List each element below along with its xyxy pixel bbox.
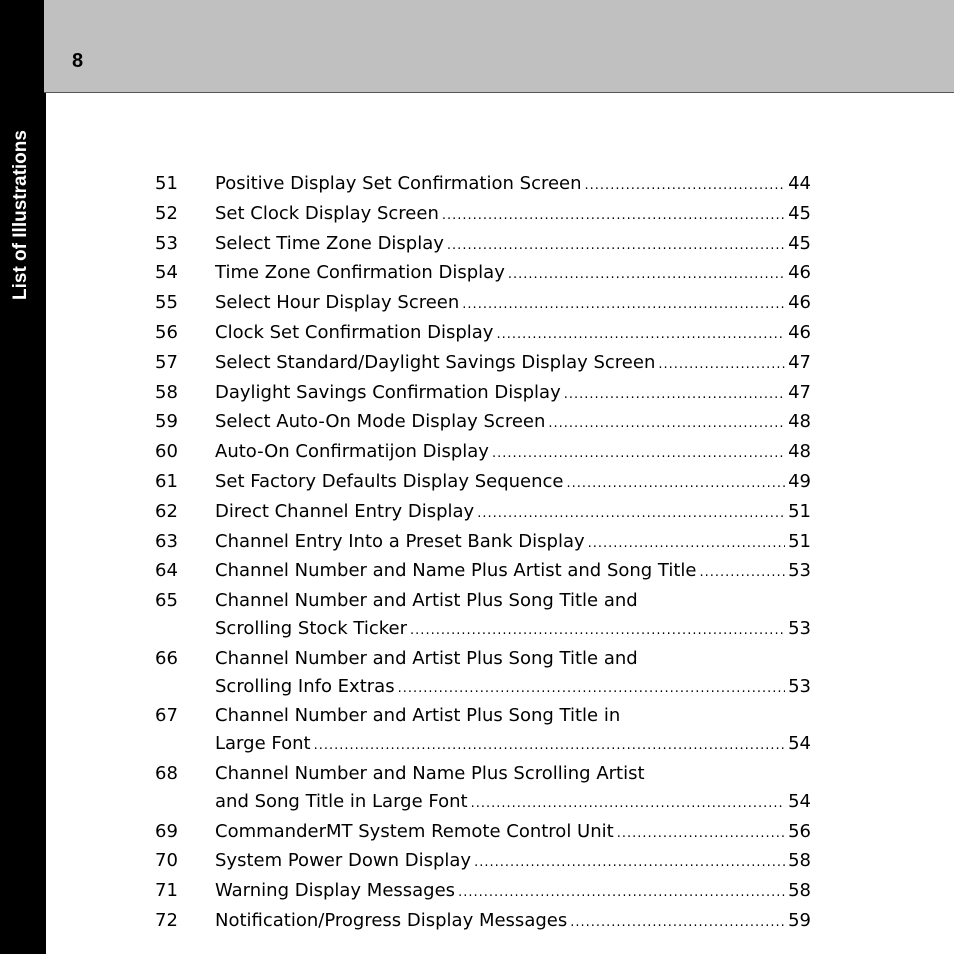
figure-title: Channel Entry Into a Preset Bank Display	[215, 530, 585, 552]
page-reference: 46	[788, 321, 811, 343]
figure-title: Channel Number and Artist Plus Song Title in	[215, 705, 621, 727]
figure-number: 53	[155, 232, 178, 254]
figure-number: 56	[155, 321, 178, 343]
page-reference: 47	[788, 381, 811, 403]
page-reference: 58	[788, 880, 811, 902]
dot-leader	[398, 675, 786, 703]
figure-title: Auto-On Confirmatijon Display	[215, 441, 489, 463]
figure-title: Notification/Progress Display Messages	[215, 909, 568, 931]
figure-number: 66	[155, 647, 178, 669]
section-label: List of Illustrations	[10, 130, 31, 300]
page-reference: 51	[788, 500, 811, 522]
figure-number: 63	[155, 530, 178, 552]
figure-number: 54	[155, 262, 178, 284]
figure-title: Channel Number and Name Plus Scrolling Artist	[215, 762, 645, 784]
dot-leader	[442, 202, 785, 230]
figure-title: Channel Number and Artist Plus Song Title and	[215, 590, 638, 612]
figure-title: Warning Display Messages	[215, 880, 456, 902]
page-reference: 51	[788, 530, 811, 552]
dot-leader	[508, 261, 785, 289]
figure-title: Channel Number and Artist Plus Song Title and	[215, 647, 638, 669]
page-reference: 56	[788, 820, 811, 842]
figure-title: Select Time Zone Display	[215, 232, 444, 254]
page-reference: 45	[788, 232, 811, 254]
dot-leader	[570, 909, 785, 937]
figure-title: Clock Set Confirmation Display	[215, 321, 494, 343]
page-reference: 47	[788, 351, 811, 373]
dot-leader	[474, 849, 785, 877]
page-reference: 46	[788, 262, 811, 284]
toc-entry[interactable]	[155, 818, 811, 848]
toc-entry[interactable]	[155, 468, 811, 498]
toc-entry[interactable]	[155, 200, 811, 230]
dot-leader	[458, 879, 785, 907]
figure-title: Direct Channel Entry Display	[215, 500, 475, 522]
figure-number: 70	[155, 850, 178, 872]
toc-entry[interactable]	[155, 230, 811, 260]
page-reference: 54	[788, 733, 811, 755]
toc-entry[interactable]	[155, 557, 811, 587]
figure-number: 67	[155, 705, 178, 727]
figure-title: Large Font	[215, 733, 311, 755]
figure-title: Select Standard/Daylight Savings Display Screen	[215, 351, 656, 373]
figure-title: Set Clock Display Screen	[215, 202, 439, 224]
figure-number: 68	[155, 762, 178, 784]
page-reference: 54	[788, 790, 811, 812]
toc-entry[interactable]	[155, 877, 811, 907]
figure-title: Positive Display Set Confirmation Screen	[215, 173, 582, 194]
figure-title: System Power Down Display	[215, 850, 472, 872]
figure-title: Channel Number and Name Plus Artist and Song Title	[215, 560, 697, 582]
figure-title: Select Auto-On Mode Display Screen	[215, 411, 546, 433]
figure-number: 71	[155, 880, 178, 902]
page-reference: 53	[788, 675, 811, 697]
dot-leader	[564, 381, 785, 409]
dot-leader	[410, 617, 785, 645]
dot-leader	[585, 172, 786, 200]
figure-title: Daylight Savings Confirmation Display	[215, 381, 561, 403]
figure-number: 55	[155, 292, 178, 314]
figure-title: Set Factory Defaults Display Sequence	[215, 470, 564, 492]
toc-entry[interactable]	[155, 760, 811, 818]
dot-leader	[658, 351, 785, 379]
figure-number: 65	[155, 590, 178, 612]
toc-entry[interactable]	[155, 645, 811, 703]
toc-entry[interactable]	[155, 907, 811, 937]
toc-entry[interactable]	[155, 847, 811, 877]
figure-number: 59	[155, 411, 178, 433]
page-number: 8	[72, 50, 84, 72]
figure-number: 52	[155, 202, 178, 224]
figure-number: 69	[155, 820, 178, 842]
toc-entry[interactable]	[155, 498, 811, 528]
side-tab	[0, 0, 46, 954]
dot-leader	[471, 790, 786, 818]
dot-leader	[566, 470, 785, 498]
page-reference: 48	[788, 441, 811, 463]
figure-title: Select Hour Display Screen	[215, 292, 460, 314]
page-reference: 45	[788, 202, 811, 224]
dot-leader	[496, 321, 785, 349]
dot-leader	[447, 232, 785, 260]
page-reference: 48	[788, 411, 811, 433]
dot-leader	[548, 410, 785, 438]
figure-title: Scrolling Stock Ticker	[215, 617, 408, 639]
toc-entry[interactable]	[155, 259, 811, 289]
dot-leader	[617, 820, 785, 848]
page-reference: 53	[788, 617, 811, 639]
toc-entry[interactable]	[155, 702, 811, 760]
figure-number: 60	[155, 441, 178, 463]
dot-leader	[314, 732, 786, 760]
figure-number: 51	[155, 173, 178, 194]
figure-title: and Song Title in Large Font	[215, 790, 468, 812]
page-reference: 53	[788, 560, 811, 582]
page-reference: 44	[788, 173, 811, 194]
figure-number: 58	[155, 381, 178, 403]
toc-entry[interactable]	[155, 587, 811, 645]
figure-title: Scrolling Info Extras	[215, 675, 395, 697]
figure-number: 57	[155, 351, 178, 373]
dot-leader	[477, 500, 785, 528]
figure-number: 61	[155, 470, 178, 492]
page-header	[44, 0, 954, 93]
toc-entry[interactable]	[155, 170, 811, 200]
dot-leader	[588, 530, 785, 558]
figure-number: 62	[155, 500, 178, 522]
toc-entry[interactable]	[155, 289, 811, 319]
dot-leader	[700, 559, 786, 587]
dot-leader	[462, 291, 785, 319]
dot-leader	[492, 440, 785, 468]
figure-number: 64	[155, 560, 178, 582]
toc-entry[interactable]	[155, 349, 811, 379]
figure-title: CommanderMT System Remote Control Unit	[215, 820, 614, 842]
toc-entry[interactable]	[155, 528, 811, 558]
toc-entry[interactable]	[155, 438, 811, 468]
toc-entry[interactable]	[155, 408, 811, 438]
page-reference: 59	[788, 909, 811, 931]
figure-number: 72	[155, 909, 178, 931]
page-reference: 46	[788, 292, 811, 314]
page-reference: 49	[788, 470, 811, 492]
toc-entry[interactable]	[155, 379, 811, 409]
illustration-list	[155, 170, 811, 937]
figure-title: Time Zone Confirmation Display	[215, 262, 505, 284]
toc-entry[interactable]	[155, 319, 811, 349]
page-reference: 58	[788, 850, 811, 872]
